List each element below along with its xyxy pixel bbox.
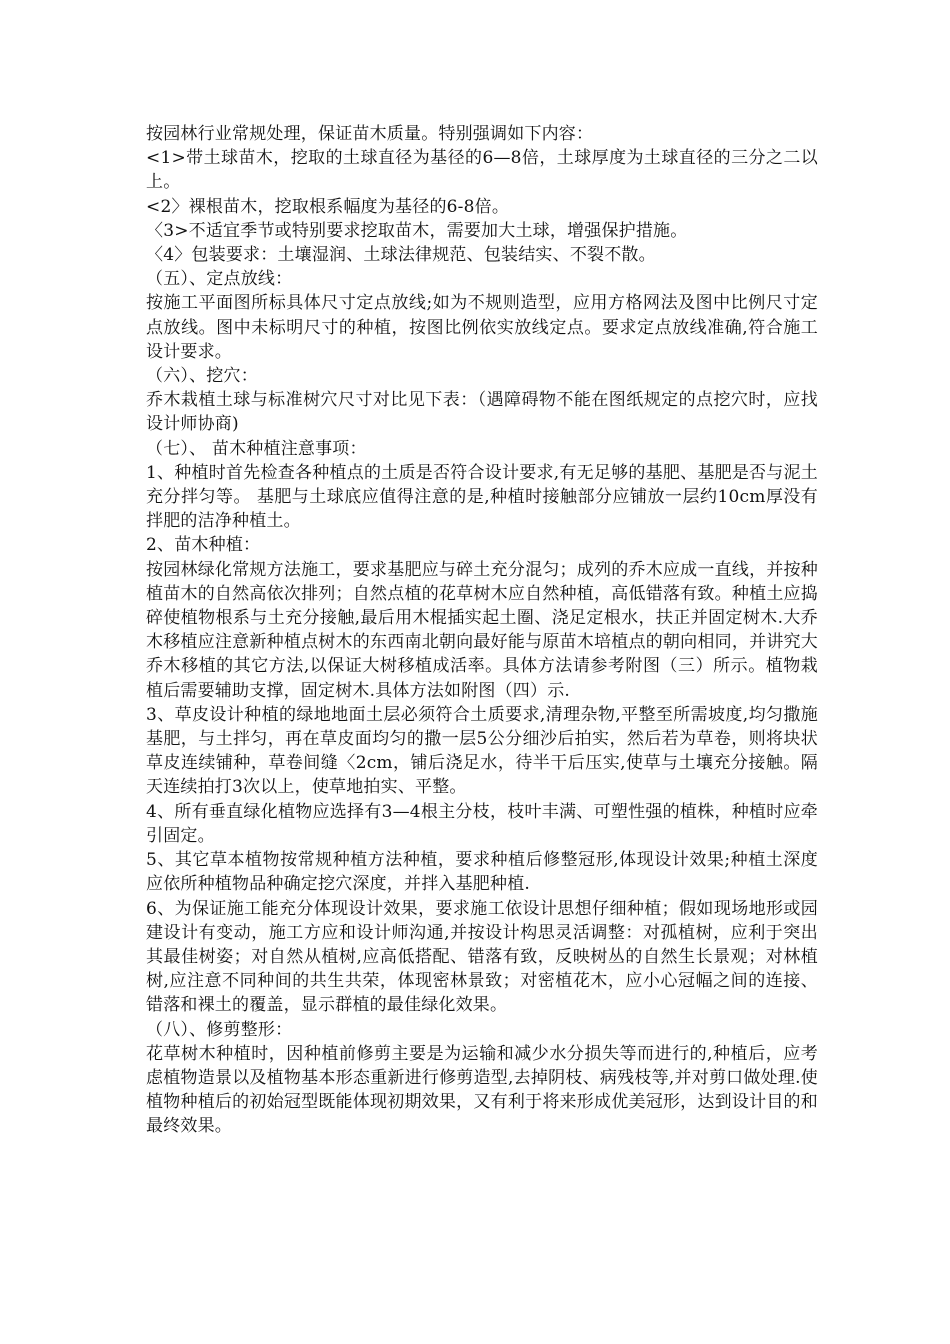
paragraph-step-2-body: 按园林绿化常规方法施工，要求基肥应与碎土充分混匀；成列的乔木应成一直线，并按种植苗木的自然高依次排列；自然点植的花草树木应自然种植，高低错落有致。种植土应捣碎使植物根系与土充分接触,最后用木棍插实起土圈、浇足定根水，扶正并固定树木.大乔木移植应注意新种植点树木的东西南北朝向最好能与原苗木培植点的朝向相同，并讲究大乔木移植的其它方法,以保证大树移植成活率。具体方法请参考附图（三）所示。植物栽植后需要辅助支撑，固定树木.具体方法如附图（四）示. [146,559,818,701]
paragraph-intro: 按园林行业常规处理，保证苗木质量。特别强调如下内容： [146,124,594,144]
paragraph-step-6: 6、为保证施工能充分体现设计效果，要求施工依设计思想仔细种植；假如现场地形或园建设计有变动，施工方应和设计师沟通,并按设计构思灵活调整：对孤植树，应利于突出其最佳树姿；对自然从植树,应高低搭配、错落有致，反映树丛的自然生长景观；对林植树,应注意不同种间的共生共荣，体现密林景致；对密植花木，应小心冠幅之间的连接、错落和裸土的覆盖，显示群植的最佳绿化效果。 [146,898,818,1016]
paragraph-step-1: 1、种植时首先检查各种植点的土质是否符合设计要求,有无足够的基肥、基肥是否与泥土充分拌匀等。 基肥与土球底应值得注意的是,种植时接触部分应铺放一层约10cm厚没有拌肥的洁净种植土。 [146,462,818,532]
paragraph-item-4: 〈4〉包装要求：土壤湿润、土球法律规范、包装结实、不裂不散。 [146,245,656,266]
paragraph-layout: 按施工平面图所标具体尺寸定点放线;如为不规则造型，应用方格网法及图中比例尺寸定点放线。图中未标明尺寸的种植，按图比例依实放线定点。要求定点放线准确,符合施工设计要求。 [146,293,818,362]
paragraph-step-2-title: 2、苗木种植： [146,535,261,556]
paragraph-item-3: 〈3>不适宜季节或特别要求挖取苗木，需要加大土球，增强保护措施。 [146,220,688,241]
section-heading-8: （八）、修剪整形： [146,1019,293,1040]
section-heading-6: （六）、挖穴： [146,366,258,387]
section-heading-5: （五）、定点放线： [146,269,293,290]
paragraph-item-1: <1>带土球苗木，挖取的土球直径为基径的6—8倍，土球厚度为土球直径的三分之二以上。 [146,148,818,193]
paragraph-step-4: 4、所有垂直绿化植物应选择有3—4根主分枝，枝叶丰满、可塑性强的植株，种植时应牵引固定。 [146,801,818,846]
paragraph-step-3: 3、草皮设计种植的绿地地面土层必须符合土质要求,清理杂物,平整至所需坡度,均匀撒施基肥，与土拌匀，再在草皮面均匀的撒一层5公分细沙后拍实，然后若为草卷，则将块状草皮连续铺种，草卷间缝〈2cm，铺后浇足水，待半干后压实,使草与土壤充分接触。隔天连续拍打3次以上，使草地拍实、平整。 [146,704,818,798]
paragraph-pruning: 花草树木种植时，因种植前修剪主要是为运输和减少水分损失等而进行的,种植后，应考虑植物造景以及植物基本形态重新进行修剪造型,去掉阴枝、病残枝等,并对剪口做处理.使植物种植后的初始冠型既能体现初期效果，又有利于将来形成优美冠形，达到设计目的和最终效果。 [146,1043,818,1137]
paragraph-item-2: <2〉裸根苗木，挖取根系幅度为基径的6-8倍。 [146,196,510,217]
paragraph-digging: 乔木栽植土球与标准树穴尺寸对比见下表：（遇障碍物不能在图纸规定的点挖穴时，应找设计师协商) [146,390,818,435]
section-heading-7: （七）、 苗木种植注意事项： [146,438,367,459]
document-body [146,122,818,1139]
paragraph-step-5: 5、其它草本植物按常规种植方法种植，要求种植后修整冠形,体现设计效果;种植土深度应依所种植物品种确定挖穴深度，并拌入基肥种植. [146,850,818,895]
